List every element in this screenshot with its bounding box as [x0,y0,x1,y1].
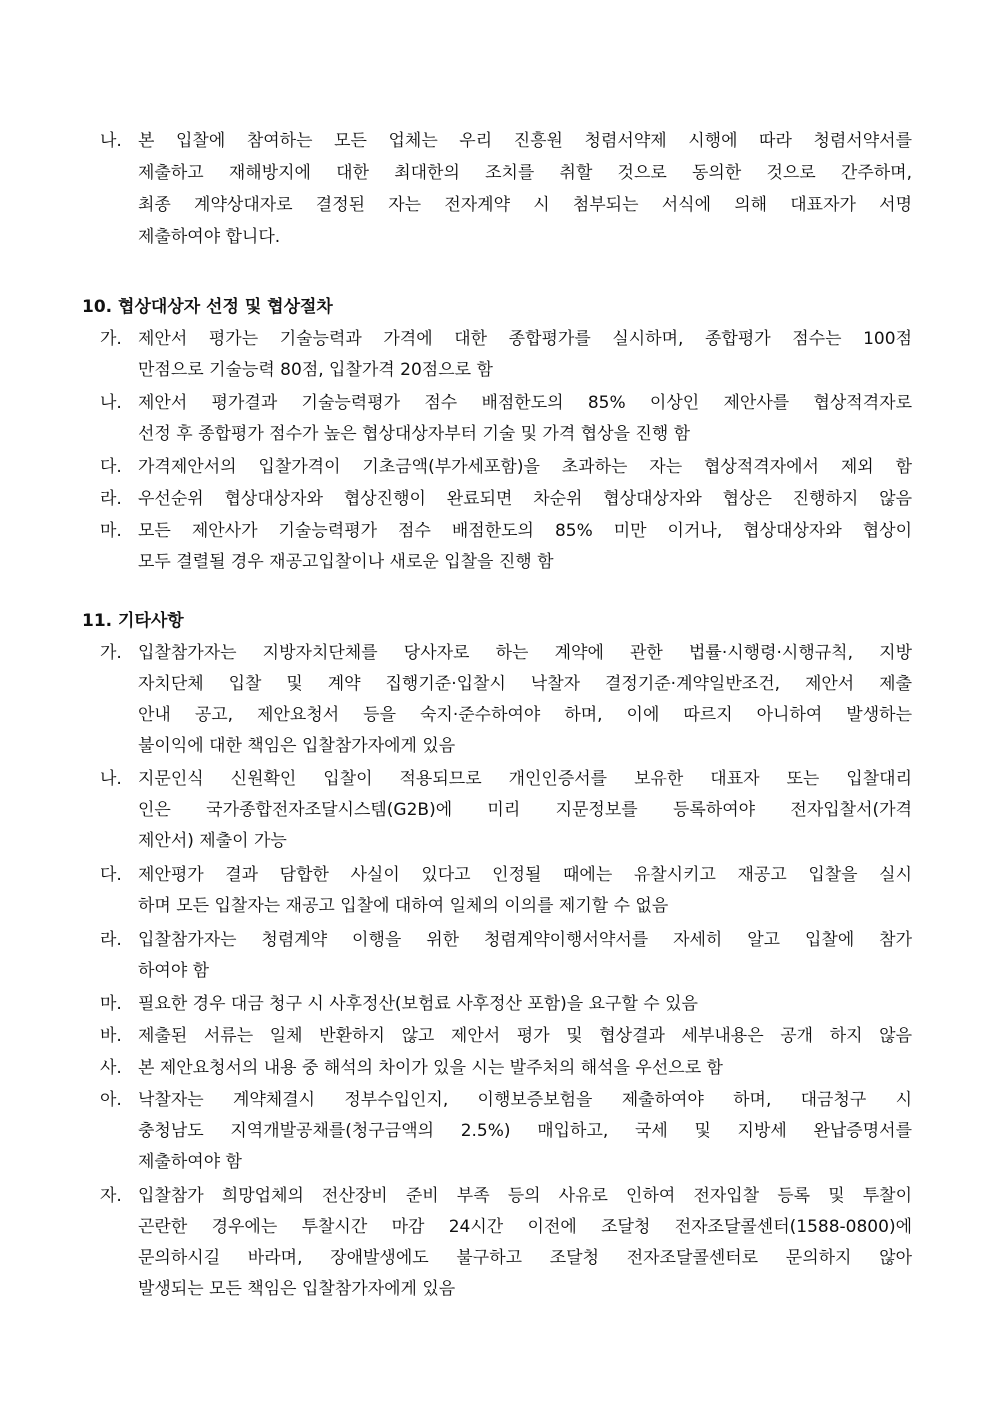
item-line: 가격제안서의 입찰가격이 기초금액(부가세포함)을 초과하는 자는 협상적격자에서 제외 함 [138,457,912,477]
item-line: 제안서 평가는 기술능력과 가격에 대한 종합평가를 실시하며, 종합평가 점수는 100점 [138,329,912,349]
list-item [100,452,912,480]
item-line: 최종 계약상대자로 결정된 자는 전자계약 시 첨부되는 서식에 의해 대표자가 서명 [138,195,912,215]
list-item [100,484,912,512]
item-line: 발생되는 모든 책임은 입찰참가자에게 있음 [138,1279,456,1299]
list-item [100,989,912,1017]
item-line: 제출하여야 합니다. [138,227,281,247]
item-marker: 나. [100,393,122,413]
list-item [100,925,912,985]
item-line: 곤란한 경우에는 투찰시간 마감 24시간 이전에 조달청 전자조달콜센터(1588-0800)에 [138,1217,912,1237]
item-marker: 라. [100,489,122,509]
item-line: 제안서 평가결과 기술능력평가 점수 배점한도의 85% 이상인 제안사를 협상적격자로 [138,393,912,413]
item-line: 불이익에 대한 책임은 입찰참가자에게 있음 [138,736,456,756]
item-line: 우선순위 협상대상자와 협상진행이 완료되면 차순위 협상대상자와 협상은 진행하지 않음 [138,489,912,509]
item-line: 자치단체 입찰 및 계약 집행기준·입찰시 낙찰자 결정기준·계약일반조건, 제안서 제출 [138,674,912,694]
item-line: 낙찰자는 계약체결시 정부수입인지, 이행보증보험을 제출하여야 하며, 대금청구 시 [138,1090,912,1110]
list-item [100,638,912,762]
item-line: 입찰참가자는 지방자치단체를 당사자로 하는 계약에 관한 법률·시행령·시행규칙, 지방 [138,643,912,663]
item-marker: 라. [100,930,122,950]
item-line: 모든 제안사가 기술능력평가 점수 배점한도의 85% 미만 이거나, 협상대상자와 협상이 [138,521,912,541]
item-marker: 가. [100,643,122,663]
item-line: 안내 공고, 제안요청서 등을 숙지·준수하여야 하며, 이에 따르지 아니하여 발생하는 [138,705,912,725]
section-heading: 11. 기타사항 [82,611,184,631]
item-line: 만점으로 기술능력 80점, 입찰가격 20점으로 함 [138,360,493,380]
list-item [100,324,912,384]
item-marker: 다. [100,457,122,477]
item-line: 충청남도 지역개발공채를(청구금액의 2.5%) 매입하고, 국세 및 지방세 완납증명서를 [138,1121,912,1141]
item-line: 지문인식 신원확인 입찰이 적용되므로 개인인증서를 보유한 대표자 또는 입찰대리 [138,769,912,789]
item-marker: 마. [100,521,122,541]
item-line: 본 입찰에 참여하는 모든 업체는 우리 진흥원 청렴서약제 시행에 따라 청렴서약서를 [138,131,912,151]
item-marker: 아. [100,1090,122,1110]
item-line: 모두 결렬될 경우 재공고입찰이나 새로운 입찰을 진행 함 [138,552,554,572]
item-line: 하여야 함 [138,961,210,981]
item-marker: 다. [100,865,122,885]
item-line: 입찰참가 희망업체의 전산장비 준비 부족 등의 사유로 인하여 전자입찰 등록 및 투찰이 [138,1186,912,1206]
item-line: 제안서) 제출이 가능 [138,831,287,851]
list-item [100,126,912,256]
item-line: 제출하여야 함 [138,1152,242,1172]
item-marker: 자. [100,1186,122,1206]
item-marker: 바. [100,1026,122,1046]
list-item [100,860,912,920]
list-item [100,1085,912,1177]
item-line: 제안평가 결과 담합한 사실이 있다고 인정될 때에는 유찰시키고 재공고 입찰을 실시 [138,865,912,885]
item-line: 문의하시길 바라며, 장애발생에도 불구하고 조달청 전자조달콜센터로 문의하지 않아 [138,1248,912,1268]
item-line: 입찰참가자는 청렴계약 이행을 위한 청렴계약이행서약서를 자세히 알고 입찰에 참가 [138,930,912,950]
item-line: 선정 후 종합평가 점수가 높은 협상대상자부터 기술 및 가격 협상을 진행 함 [138,424,691,444]
list-item [100,516,912,576]
list-item [100,764,912,856]
item-line: 필요한 경우 대금 청구 시 사후정산(보험료 사후정산 포함)을 요구할 수 있음 [138,994,698,1014]
item-line: 제출된 서류는 일체 반환하지 않고 제안서 평가 및 협상결과 세부내용은 공개 하지 않음 [138,1026,912,1046]
list-item [100,1053,912,1081]
item-line: 제출하고 재해방지에 대한 최대한의 조치를 취할 것으로 동의한 것으로 간주하며, [138,163,912,183]
section-heading: 10. 협상대상자 선정 및 협상절차 [82,297,333,317]
item-marker: 가. [100,329,122,349]
item-line: 본 제안요청서의 내용 중 해석의 차이가 있을 시는 발주처의 해석을 우선으로 함 [138,1058,723,1078]
item-marker: 나. [100,131,122,151]
item-line: 인은 국가종합전자조달시스템(G2B)에 미리 지문정보를 등록하여야 전자입찰서(가격 [138,800,912,820]
item-marker: 사. [100,1058,122,1078]
list-item [100,388,912,448]
list-item [100,1021,912,1049]
list-item [100,1181,912,1305]
item-line: 하며 모든 입찰자는 재공고 입찰에 대하여 일체의 이의를 제기할 수 없음 [138,896,669,916]
item-marker: 마. [100,994,122,1014]
item-marker: 나. [100,769,122,789]
